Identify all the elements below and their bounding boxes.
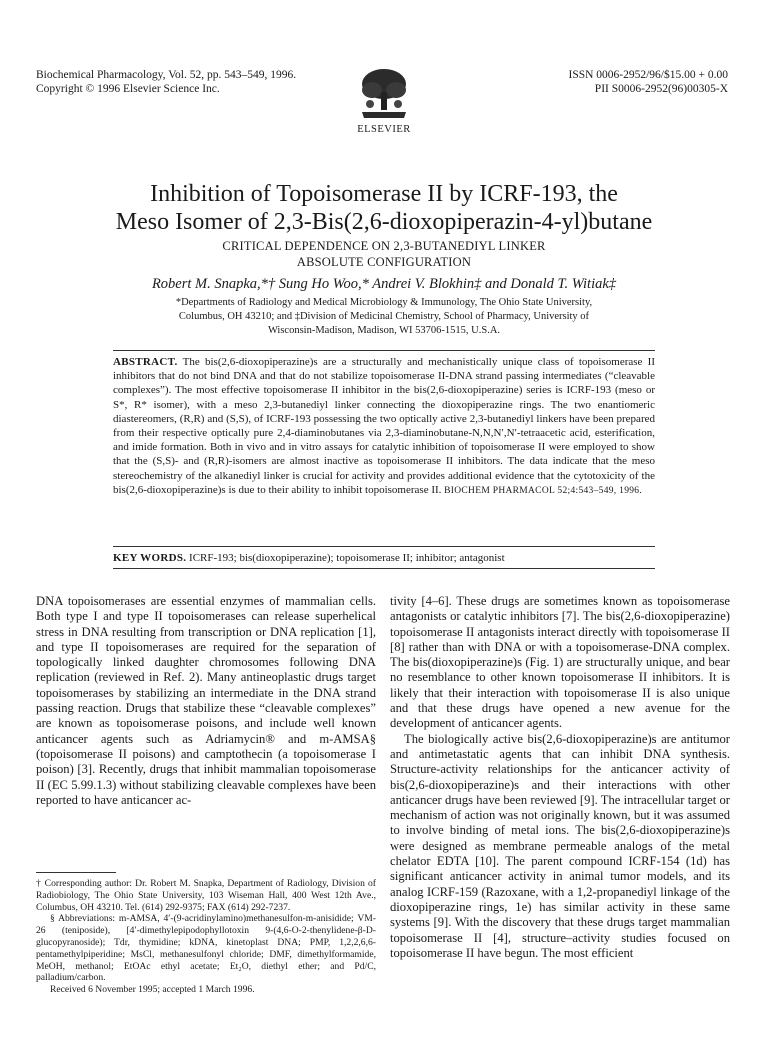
footnotes [36,878,376,996]
body-paragraph: The biologically active bis(2,6-dioxopiperazine)s are antitumor and antimetastatic agents that can inhibit DNA synthesis. Structure-activity relationships for the anticancer activity of bis(2,6-dioxopiperazine)s and their interactions with other anticancer drugs have been reviewed [9]. The intracellular target or mechanism of action was not originally known, but it was assumed to involve binding of metal ions. The bis(2,6-dioxopiperazine)s were designed as membrane permeable analogs of the metal chelator EDTA [10]. The parent compound ICRF-154 (1d) has significant anticancer activity in animal tumor models, and its analog ICRF-159 (Razoxane, with a 1,2-propanediyl linkage of the dioxopiperazine rings, 1e) has similar activity in these same systems [9]. With the discovery that these drugs target mammalian topoisomerase II [4], structure–activity studies focused on topoisomerase II have begun. The most efficient [390,731,730,960]
keywords-label: KEY WORDS. [113,552,187,564]
journal-line: Biochemical Pharmacology, Vol. 52, pp. 543–549, 1996. [36,69,297,81]
keywords-text: ICRF-193; bis(dioxopiperazine); topoisomerase II; inhibitor; antagonist [189,552,505,564]
footnote-divider [36,872,116,873]
article-subtitle [60,238,708,270]
abstract-section [113,350,655,498]
footnote-abbreviations: § Abbreviations: m-AMSA, 4′-(9-acridinylamino)methanesulfon-m-anisidide; VM-26 (teniposide), [4′-dimethylepipodophyllotoxin 9-(4,6-O-2-thenylidene-β-D-glucopyranoside); Tdr, thymidine; kDNA, kinetoplast DNA; PMP, 1,2,2,6,6-pentamethylpiperidine; MsCl, methanesulfonyl chloride; DMF, dimethylformamide, MeOH, methanol; EtOAc ethyl acetate; Et₂O, diethyl ether; and Pd/C, palladium/carbon. [36,913,376,984]
copyright-line: Copyright © 1996 Elsevier Science Inc. [36,83,220,95]
journal-citation [36,68,296,96]
affiliation-line: *Departments of Radiology and Medical Microbiology & Immunology, The Ohio State University, [175,297,593,308]
title-line: Inhibition of Topoisomerase II by ICRF-193, the [150,181,618,207]
abstract-label: ABSTRACT. [113,356,178,368]
affiliation-line: Wisconsin-Madison, Madison, WI 53706-1515, U.S.A. [267,325,501,336]
article-title [60,180,708,236]
footnote-corresponding: † Corresponding author: Dr. Robert M. Snapka, Department of Radiology, Division of Radiobiology, The Ohio State University, 103 Wiseman Hall, 400 West 12th Ave., Columbus, OH 43210. Tel. (614) 292-9375; FAX (614) 292-7237. [36,878,376,913]
affiliation-line: Columbus, OH 43210; and ‡Division of Medicinal Chemistry, School of Pharmacy, University of [178,311,590,322]
body-left-column [36,594,376,808]
title-line: Meso Isomer of 2,3-Bis(2,6-dioxopiperazin-4-yl)butane [115,209,653,235]
keywords [113,546,655,564]
abstract-citation: BIOCHEM PHARMACOL 52;4:543–549, 1996. [444,485,643,496]
issn: ISSN 0006-2952/96/$15.00 + 0.00 [568,69,728,81]
abstract-text: The bis(2,6-dioxopiperazine)s are a structurally and mechanistically unique class of topoisomerase II inhibitors that do not bind DNA and that do not stabilize topoisomerase II-DNA strand passing intermediates (“cleavable complexes”). The most effective topoisomerase II inhibitor in the bis(2,6-dioxopiperazine) series is ICRF-193 (meso or S*, R* isomer), with a meso 2,3-butanediyl linker connecting the dioxopiperazine rings. The two enantiomeric diastereomers, (R,R) and (S,S), of ICRF-193 possessing the two optically active 2,3-butanediyl linkers have been prepared from their respective optically pure 2,4-diaminobutanes via 2,3-diaminobutane-N,N,N′,N′-tetraacetic acid, esterification, and imide formation. Both in vivo and in vitro assays for catalytic inhibition of topoisomerase II were employed to show that the (S,S)- and (R,R)-isomers are almost inactive as topoisomerase II inhibitors. The data indicate that the meso stereochemistry of the alkanediyl linker is crucial for activity and provides additional evidence that the cytotoxicity of the bis(2,6-dioxopiperazine)s is due to their ability to inhibit topoisomerase II. [113,356,655,496]
affiliations [90,296,678,338]
received-date: Received 6 November 1995; accepted 1 March 1996. [50,984,255,996]
issn-block [568,68,728,96]
authors: Robert M. Snapka,*† Sung Ho Woo,* Andrei V. Blokhin‡ and Donald T. Witiak‡ [151,276,617,292]
keywords-divider [113,568,655,569]
publisher-name: ELSEVIER [357,124,411,135]
abstract [113,355,655,498]
elsevier-tree-logo-icon [356,64,412,122]
body-paragraph: tivity [4–6]. These drugs are sometimes known as topoisomerase antagonists or catalytic inhibitors [7]. The bis(2,6-dioxopiperazine) topoisomerase II antagonists interact directly with topoisomerase II [8] rather than with DNA or with a topoisomerase-DNA complex. The bis(dioxopiperazine)s (Fig. 1) are structurally unique, and bear no resemblance to other known topoisomerase II inhibitors. It is likely that their interaction with topoisomerase II is also unique and that these drugs have opened a new avenue for the development of anticancer agents. [390,594,730,731]
subtitle-line: ABSOLUTE CONFIGURATION [296,255,472,269]
body-paragraph: DNA topoisomerases are essential enzymes of mammalian cells. Both type I and type II topoisomerases can release superhelical stress in DNA resulting from transcription or DNA replication [1], and type II topoisomerases are required for the separation of topologically linked daughter chromosomes following DNA replication (reviewed in Ref. 2). Many antineoplastic drugs target topoisomerases by stabilizing an intermediate in the DNA strand passing reaction. Drugs that stabilize these “cleavable complexes” are known as topoisomerase poisons, and include well known anticancer agents such as Adriamycin® and m-AMSA§ (topoisomerase II poisons) and camptothecin (a topoisomerase I poison) [3]. Recently, drugs that inhibit mammalian topoisomerase II (EC 5.99.1.3) without stabilizing cleavable complexes have been reported to have anticancer ac- [36,594,376,807]
subtitle-line: CRITICAL DEPENDENCE ON 2,3-BUTANEDIYL LINKER [222,239,546,253]
pii: PII S0006-2952(96)00305-X [594,83,728,95]
body-right-column [390,594,730,961]
